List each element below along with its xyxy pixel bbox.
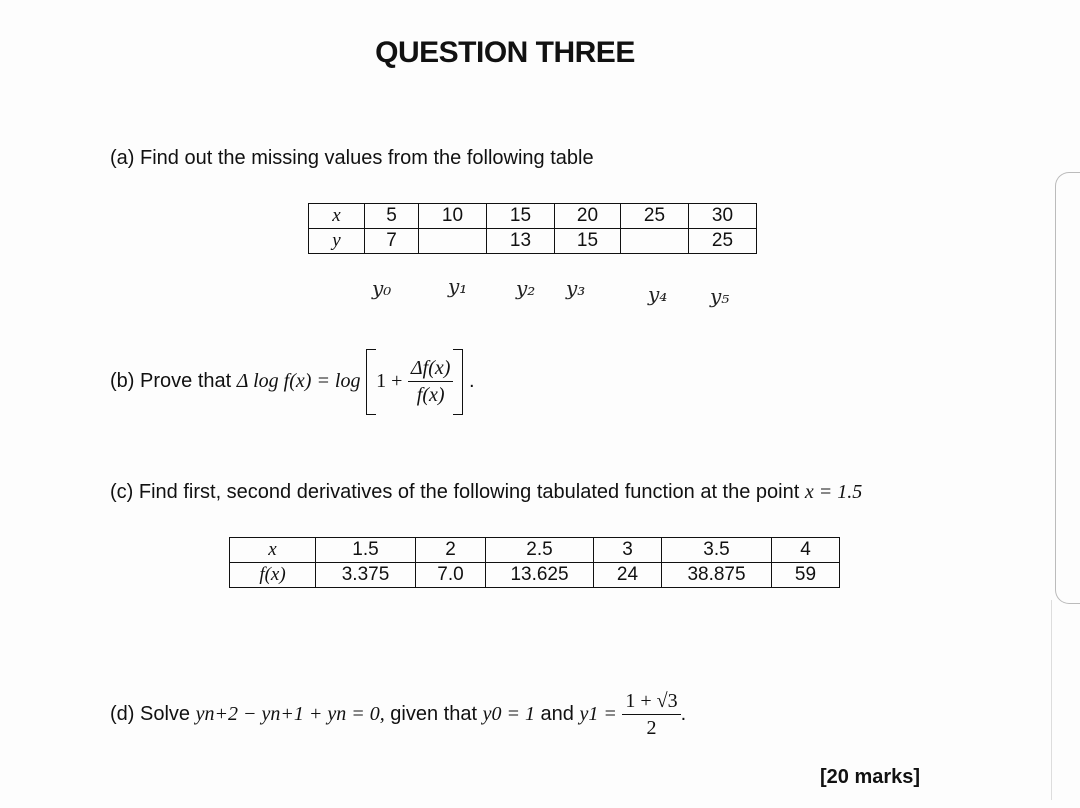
- table-cell: 15: [487, 204, 555, 229]
- table-row-x: [230, 538, 840, 563]
- part-c-label: (c): [110, 481, 134, 503]
- marks-label: [20 marks]: [820, 766, 921, 788]
- part-b-numerator: Δf(x): [408, 355, 454, 382]
- part-a-prompt: [110, 147, 594, 170]
- handwritten-y4: y₄: [648, 282, 668, 306]
- row-label-x: x: [309, 204, 365, 229]
- table-cell: 25: [689, 229, 757, 254]
- part-b-one-plus: 1 +: [376, 370, 403, 392]
- handwritten-y5: y₅: [710, 284, 730, 308]
- table-row-y: [309, 229, 757, 254]
- table-cell: 38.875: [662, 563, 772, 588]
- table-row-x: [309, 204, 757, 229]
- part-d-given: given that: [390, 703, 478, 725]
- part-c-point: x = 1.5: [804, 481, 863, 503]
- table-cell: [621, 229, 689, 254]
- part-d-numerator: 1 + √3: [622, 688, 680, 715]
- part-d-and: and: [540, 703, 574, 725]
- table-cell: 10: [419, 204, 487, 229]
- part-a-table: [308, 203, 757, 254]
- handwritten-y3: y₃: [566, 276, 586, 300]
- part-b-lhs: Δ log f(x) = log: [236, 370, 361, 392]
- part-d-denominator: 2: [646, 717, 657, 740]
- table-cell: 59: [772, 563, 840, 588]
- table-cell: 3.5: [662, 538, 772, 563]
- part-d-label: (d): [110, 703, 135, 725]
- part-d-y1: y1 =: [579, 703, 617, 725]
- row-label-x: x: [230, 538, 316, 563]
- part-b-denominator: f(x): [416, 384, 445, 407]
- table-cell: 24: [594, 563, 662, 588]
- left-bracket: [366, 349, 376, 415]
- table-cell: 13: [487, 229, 555, 254]
- table-cell: 5: [365, 204, 419, 229]
- part-d-solve: Solve: [140, 703, 191, 725]
- part-d-equation: yn+2 − yn+1 + yn = 0,: [195, 703, 385, 725]
- handwritten-y1: y₁: [448, 274, 468, 298]
- page-edge-line: [1051, 600, 1052, 800]
- table-cell: 30: [689, 204, 757, 229]
- part-c-table: [229, 537, 840, 588]
- page-title: QUESTION THREE: [375, 36, 635, 69]
- page-edge: [1055, 172, 1080, 604]
- part-d-prompt: [110, 686, 686, 746]
- table-cell: 25: [621, 204, 689, 229]
- table-cell: [419, 229, 487, 254]
- part-b-end: .: [468, 370, 475, 392]
- table-cell: 13.625: [486, 563, 594, 588]
- row-label-y: y: [309, 229, 365, 254]
- table-row-f: [230, 563, 840, 588]
- handwritten-y0: y₀: [372, 276, 392, 300]
- part-a-text: Find out the missing values from the following table: [140, 147, 594, 169]
- table-cell: 20: [555, 204, 621, 229]
- part-b-fraction: [408, 355, 454, 408]
- table-cell: 2.5: [486, 538, 594, 563]
- table-cell: 3.375: [316, 563, 416, 588]
- part-b-label: (b): [110, 370, 135, 392]
- table-cell: 7: [365, 229, 419, 254]
- row-label-f: f(x): [230, 563, 316, 588]
- table-cell: 2: [416, 538, 486, 563]
- part-d-fraction: [622, 688, 680, 741]
- part-d-end: .: [680, 703, 687, 725]
- handwritten-y2: y₂: [516, 276, 536, 300]
- table-cell: 7.0: [416, 563, 486, 588]
- part-c-text: Find first, second derivatives of the following tabulated function at the point: [138, 481, 800, 503]
- right-bracket: [453, 349, 463, 415]
- part-d-y0: y0 = 1: [482, 703, 535, 725]
- part-b-text: Prove that: [140, 370, 232, 392]
- table-cell: 4: [772, 538, 840, 563]
- table-cell: 15: [555, 229, 621, 254]
- table-cell: 3: [594, 538, 662, 563]
- part-c-prompt: [110, 481, 862, 504]
- part-a-label: (a): [110, 147, 135, 169]
- part-b-prompt: [110, 346, 475, 416]
- table-cell: 1.5: [316, 538, 416, 563]
